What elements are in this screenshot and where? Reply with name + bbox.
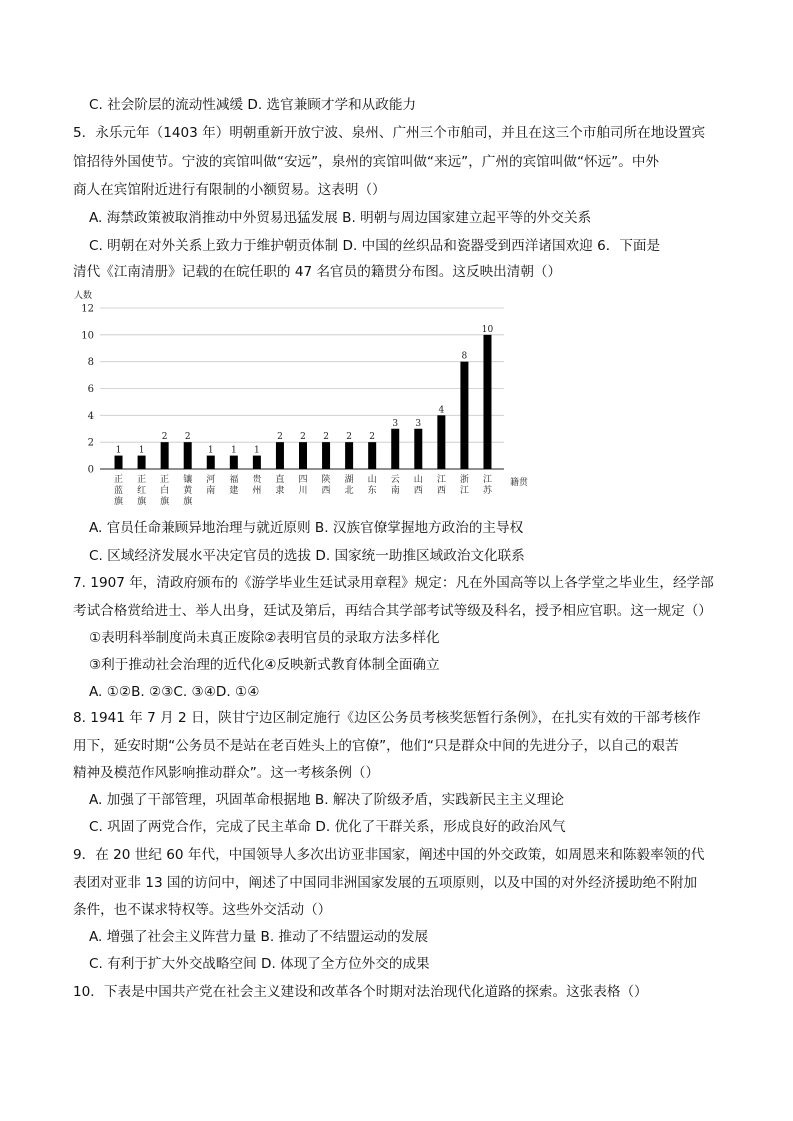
bar-value-label: 2 <box>300 432 306 443</box>
x-tick-label: 福 <box>229 475 239 485</box>
x-tick-label: 湖 <box>344 475 354 485</box>
x-tick-label: 南 <box>390 486 400 496</box>
x-tick-label: 江 <box>436 475 446 485</box>
y-tick-label: 2 <box>87 437 94 449</box>
q8-stem-line1: 8. 1941 年 7 月 2 日，陕甘宁边区制定施行《边区公务员考核奖惩暂行条例》，在扎实有效的干部考核作 <box>73 710 701 726</box>
bar <box>115 456 123 469</box>
q6-options-cd: C. 区域经济发展水平决定官员的选拔 D. 国家统一助推区域政治文化联系 <box>89 548 525 564</box>
q7-stem-line1: 7. 1907 年，清政府颁布的《游学毕业生廷试录用章程》规定：凡在外国高等以上各学堂之毕业生，经学部 <box>73 575 714 591</box>
bar-value-label: 10 <box>481 324 494 335</box>
y-tick-label: 0 <box>87 464 94 476</box>
bar <box>391 429 399 469</box>
q10-stem: 10．下表是中国共产党在社会主义建设和改革各个时期对法治现代化道路的探索。这张表格（） <box>73 984 648 1000</box>
q9-stem-line3: 条件，也不谋求特权等。这些外交活动（） <box>73 902 332 918</box>
q4-options-cd: C. 社会阶层的流动性减缓 D. 选官兼顾才学和从政能力 <box>89 97 417 113</box>
x-tick-label: 贵 <box>252 475 262 485</box>
x-tick-label: 西 <box>321 486 331 496</box>
y-tick-label: 4 <box>87 410 94 422</box>
q5-stem-line1: 5．永乐元年（1403 年）明朝重新开放宁波、泉州、广州三个市舶司，并且在这三个市舶司所在地设置宾 <box>73 125 706 141</box>
x-tick-label: 北 <box>344 486 354 496</box>
bar <box>230 456 238 469</box>
bar-chart <box>74 289 554 507</box>
bar <box>460 362 468 469</box>
bar <box>345 442 353 469</box>
q9-options-ab: A. 增强了社会主义阵营力量 B. 推动了不结盟运动的发展 <box>89 929 429 945</box>
q9-stem-line2: 表团对亚非 13 国的访问中，阐述了中国同非洲国家发展的五项原则，以及中国的对外经济援助绝不附加 <box>73 875 698 891</box>
x-tick-label: 隶 <box>275 486 285 496</box>
y-axis-label: 人数 <box>74 291 93 301</box>
bar-value-label: 3 <box>392 418 399 429</box>
bar <box>161 442 169 469</box>
bar <box>483 335 491 469</box>
chart-bars <box>115 335 492 469</box>
x-tick-label: 东 <box>367 486 377 496</box>
bar <box>437 415 445 469</box>
x-tick-label: 红 <box>137 486 147 496</box>
q7-stem-line2: 考试合格赏给进士、举人出身，廷试及第后，再结合其学部考试等级及科名，授予相应官职。这一规定（） <box>73 603 712 619</box>
q5-stem-line2: 馆招待外国使节。宁波的宾馆叫做“安远”，泉州的宾馆叫做“来远”，广州的宾馆叫做“怀远”。中外 <box>73 154 660 170</box>
bar <box>299 442 307 469</box>
bar-value-label: 2 <box>184 432 191 443</box>
q7-options: A. ①②B. ②③C. ③④D. ①④ <box>89 684 260 700</box>
bar <box>276 442 284 469</box>
x-tick-label: 山 <box>367 475 377 485</box>
x-tick-label: 河 <box>206 475 216 485</box>
bar <box>207 456 215 469</box>
x-tick-label: 旗 <box>160 497 170 507</box>
x-tick-label: 江 <box>482 475 492 485</box>
x-tick-label: 镶 <box>183 475 193 485</box>
x-tick-label: 云 <box>390 475 400 485</box>
q7-statements-1: ①表明科举制度尚未真正废除②表明官员的录取方法多样化 <box>89 630 440 646</box>
bar-value-label: 2 <box>323 432 329 443</box>
q6-stem: 清代《江南清册》记载的在皖任职的 47 名官员的籍贯分布图。这反映出清朝（） <box>73 264 562 280</box>
x-tick-label: 正 <box>160 475 170 485</box>
bar-value-label: 1 <box>254 445 260 456</box>
x-tick-label: 旗 <box>137 497 147 507</box>
x-tick-label: 四 <box>298 475 308 485</box>
x-tick-label: 州 <box>252 486 262 496</box>
x-tick-label: 建 <box>229 486 239 496</box>
q5-options-cd: C. 明朝在对外关系上致力于维护朝贡体制 D. 中国的丝织品和瓷器受到西洋诸国欢迎 6．下面是 <box>89 238 661 254</box>
q9-stem-line1: 9．在 20 世纪 60 年代，中国领导人多次出访亚非国家，阐述中国的外交政策，如周恩来和陈毅率领的代 <box>73 847 705 863</box>
x-tick-label: 直 <box>275 475 285 485</box>
q9-options-cd: C. 有利于扩大外交战略空间 D. 体现了全方位外交的成果 <box>89 956 430 972</box>
x-tick-label: 南 <box>206 486 216 496</box>
x-tick-label: 白 <box>160 486 170 496</box>
x-tick-label: 正 <box>114 475 124 485</box>
q8-stem-line3: 精神及模范作风影响推动群众”。这一考核条例（） <box>73 765 380 781</box>
bar-value-label: 1 <box>230 445 237 456</box>
bar <box>414 429 422 469</box>
bar-value-label: 2 <box>369 432 376 443</box>
x-tick-label: 正 <box>137 475 147 485</box>
q8-options-ab: A. 加强了干部管理，巩固革命根据地 B. 解决了阶级矛盾，实践新民主主义理论 <box>89 792 564 808</box>
x-tick-label: 川 <box>298 486 308 496</box>
bar-value-label: 8 <box>461 351 468 362</box>
bar-value-label: 4 <box>438 405 445 416</box>
q5-options-ab: A. 海禁政策被取消推动中外贸易迅猛发展 B. 明朝与周边国家建立起平等的外交关系 <box>89 210 592 226</box>
q5-stem-line3: 商人在宾馆附近进行有限制的小额贸易。这表明（） <box>73 182 386 198</box>
bar-value-label: 2 <box>277 432 283 443</box>
x-axis-label: 籍贯 <box>510 478 529 488</box>
x-tick-label: 江 <box>459 486 469 496</box>
x-tick-label: 苏 <box>482 486 492 496</box>
q8-options-cd: C. 巩固了两党合作，完成了民主革命 D. 优化了干群关系，形成良好的政治风气 <box>89 819 566 835</box>
bar-value-label: 1 <box>207 445 214 456</box>
x-tick-label: 西 <box>413 486 423 496</box>
x-tick-label: 山 <box>413 475 423 485</box>
y-tick-label: 6 <box>87 384 94 395</box>
bar <box>322 442 330 469</box>
bar-value-label: 3 <box>415 418 422 429</box>
bar-value-label: 1 <box>115 445 122 456</box>
bar-value-label: 1 <box>138 445 145 456</box>
x-tick-label: 旗 <box>183 497 193 507</box>
x-tick-label: 旗 <box>114 497 124 507</box>
y-tick-label: 10 <box>81 330 94 342</box>
q6-options-ab: A. 官员任命兼顾异地治理与就近原则 B. 汉族官僚掌握地方政治的主导权 <box>89 520 524 536</box>
x-tick-label: 陕 <box>321 475 331 485</box>
y-tick-label: 12 <box>81 303 94 315</box>
bar-value-label: 2 <box>346 432 352 443</box>
y-tick-label: 8 <box>87 357 94 369</box>
q8-stem-line2: 用下，延安时期“公务员不是站在老百姓头上的官僚”，他们“只是群众中间的先进分子，以自己的艰苦 <box>73 738 679 754</box>
bar <box>368 442 376 469</box>
bar <box>138 456 146 469</box>
x-tick-label: 西 <box>436 486 446 496</box>
x-tick-label: 蓝 <box>114 486 124 496</box>
q7-statements-2: ③利于推动社会治理的近代化④反映新式教育体制全面确立 <box>89 657 440 673</box>
bar <box>253 456 261 469</box>
bar-value-label: 2 <box>161 432 168 443</box>
x-tick-label: 黄 <box>183 486 193 496</box>
x-tick-label: 浙 <box>459 475 469 485</box>
bar <box>184 442 192 469</box>
